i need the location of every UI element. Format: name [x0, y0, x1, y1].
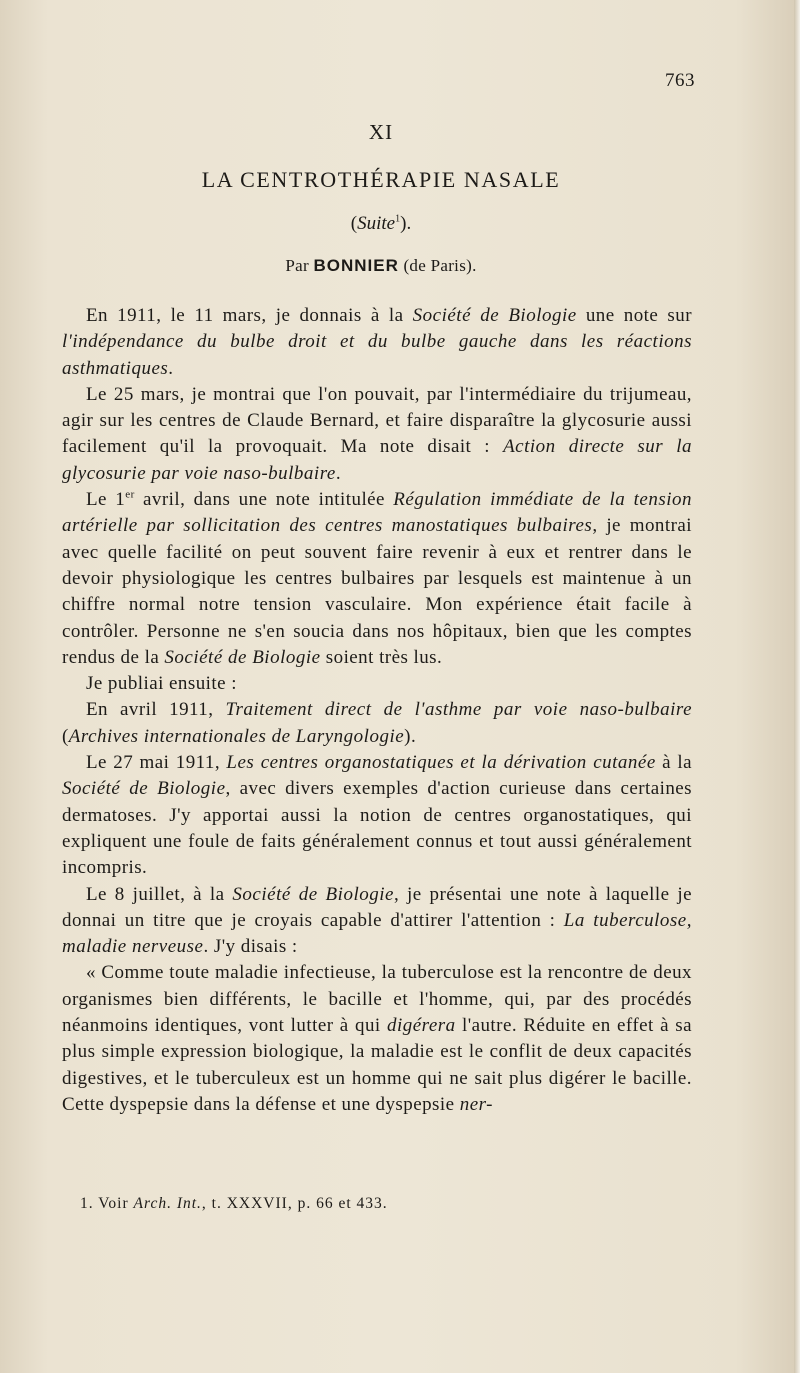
author-line — [0, 256, 762, 276]
continuation-note: (Suite$^1$). — [350, 213, 412, 234]
page-number: 763 — [665, 70, 695, 91]
suite-close: ). — [400, 213, 412, 234]
footnote-mark: 1 — [395, 213, 401, 225]
author-suffix: (de Paris). — [403, 256, 477, 275]
chapter-number: XI — [368, 120, 394, 144]
paragraph-5: En avril 1911, Traitement direct de l'asthme par voie naso-bulbaire (Archives internationales de Laryngologie). — [62, 699, 692, 747]
paragraph-1: En 1911, le 11 mars, je donnais à la Société de Biologie une note sur l'indépendance du bulbe droit et du bulbe gauche dans les réactions asthmatiques. — [62, 305, 692, 379]
paragraph-8: « Comme toute maladie infectieuse, la tuberculose est la rencontre de deux organismes bien différents, le bacille et l'homme, qui, par des procédés néanmoins identiques, vont lutter à qui digérera l'autre. Réduite en effet à sa plus simple expression biologique, la maladie est le conflit de deux capacités digestives, et le tuberculeux est un homme qui ne sait plus digérer le bacille. Cette dyspepsie dans la défense et une dyspepsie ner- — [62, 962, 692, 1115]
paragraph-2: Le 25 mars, je montrai que l'on pouvait, par l'intermédiaire du trijumeau, agir sur les centres de Claude Bernard, et faire disparaître la glycosurie aussi facilement qu'il la provoquait. Ma note disait : Action directe sur la glycosurie par voie naso-bulbaire. — [62, 383, 692, 484]
paragraph-7: Le 8 juillet, à la Société de Biologie, je présentai une note à laquelle je donnai un titre que je croyais capable d'attirer l'attention : La tuberculose, maladie nerveuse. J'y disais : — [62, 883, 692, 958]
paragraph-4: Je publiai ensuite : — [86, 673, 237, 695]
footnote: 1. Voir Arch. Int., t. XXXVII, p. 66 et 433. — [80, 1195, 388, 1212]
page-edge — [794, 0, 800, 1373]
author-name: BONNIER — [313, 256, 399, 275]
body-text — [62, 303, 692, 1118]
suite-label: Suite — [357, 213, 396, 234]
author-prefix: Par — [285, 256, 309, 275]
chapter-title: LA CENTROTHÉRAPIE NASALE — [201, 167, 561, 192]
paragraph-6: Le 27 mai 1911, Les centres organostatiques et la dérivation cutanée à la Société de Biologie, avec divers exemples d'action curieuse dans certaines dermatoses. J'y apportai aussi la notion de centres organostatiques, qui expliquent une foule de faits généralement connus et tout aussi généralement incompris. — [62, 752, 693, 879]
paragraph-3: Le 1er avril, dans une note intitulée Régulation immédiate de la tension artérielle par sollicitation des centres manostatiques bulbaires, je montrai avec quelle facilité on peut souvent faire revenir à eux et rentrer dans le devoir physiologique les centres bulbaires par lesquels est maintenue à un chiffre normal notre tension vasculaire. Mon expérience était facile à contrôler. Personne ne s'en soucia dans nos hôpitaux, bien que les comptes rendus de la Société de Biologie soient très lus. — [62, 488, 693, 668]
